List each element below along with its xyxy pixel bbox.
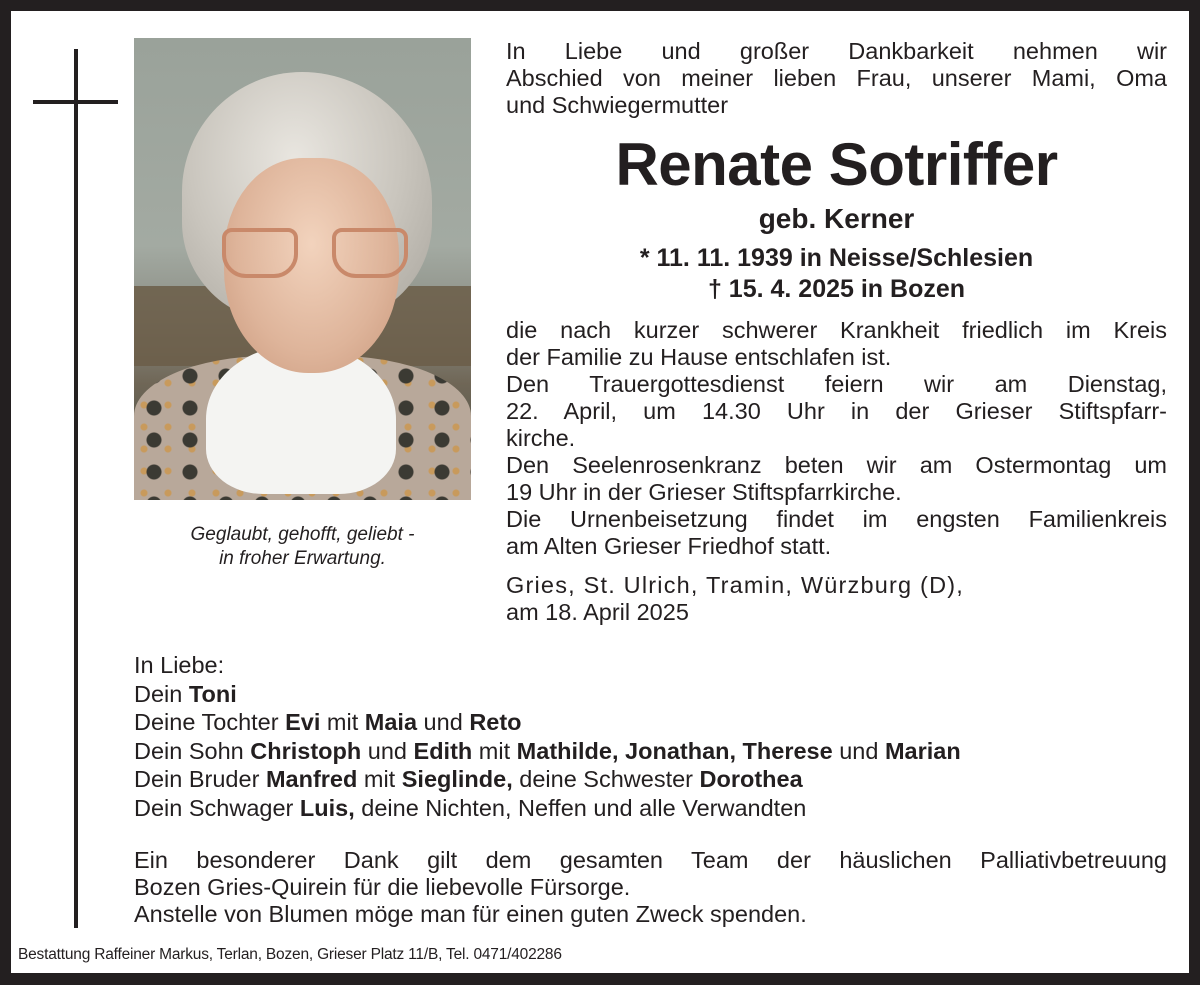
family-relation-text: Dein Schwager <box>134 794 300 821</box>
body-line: Den Seelenrosenkranz beten wir am Ostermontag um <box>506 452 1167 478</box>
death-date: † 15. 4. 2025 in Bozen <box>707 275 966 303</box>
thanks-line: Ein besonderer Dank gilt dem gesamten Team der häuslichen Palliativbetreuung <box>134 847 1167 873</box>
family-relation-text: Dein <box>134 680 189 707</box>
family-list <box>134 651 1184 822</box>
notice-date: am 18. April 2025 <box>506 599 689 625</box>
place-list: Gries, St. Ulrich, Tramin, Würzburg (D), <box>506 572 964 598</box>
family-member-name: Toni <box>188 680 237 707</box>
family-lines <box>134 680 1184 823</box>
quote-line: in froher Erwartung. <box>219 548 386 569</box>
deceased-name: Renate Sotriffer <box>615 131 1058 198</box>
quote-line: Geglaubt, gehofft, geliebt - <box>190 524 415 545</box>
thanks-line: Anstelle von Blumen möge man für einen guten Zweck spenden. <box>134 901 807 927</box>
family-line <box>134 765 1184 794</box>
thanks-text <box>134 847 1167 928</box>
family-relation-text: Dein Sohn <box>134 737 251 764</box>
intro-text <box>506 38 1167 119</box>
portrait-photo <box>134 38 471 500</box>
life-dates <box>506 243 1167 305</box>
family-member-name: Luis, <box>299 794 355 821</box>
cross-vertical-bar <box>74 49 78 928</box>
family-line <box>134 794 1184 823</box>
family-member-name: Edith <box>413 737 473 764</box>
family-member-name: Sieglinde, <box>401 766 513 792</box>
family-line <box>134 680 1184 709</box>
family-heading: In Liebe: <box>134 652 225 678</box>
family-relation-text: deine Nichten, Neffen und alle Verwandten <box>354 794 807 821</box>
body-line: der Familie zu Hause entschlafen ist. <box>506 344 892 370</box>
obituary-page <box>11 11 1189 973</box>
family-member-name: Evi <box>285 709 321 735</box>
family-relation-text: deine Schwester <box>512 766 700 792</box>
intro-line: Abschied von meiner lieben Frau, unserer Mami, Oma <box>506 65 1167 91</box>
family-relation-text: Dein Bruder <box>134 766 266 792</box>
family-line <box>134 708 1184 737</box>
family-member-name: Christoph <box>250 737 362 764</box>
intro-line: In Liebe und großer Dankbarkeit nehmen wir <box>506 38 1167 64</box>
body-line: 22. April, um 14.30 Uhr in der Grieser Stiftspfarr- <box>506 398 1167 424</box>
family-member-name: Maia <box>364 709 418 735</box>
family-member-name: Mathilde, Jonathan, Therese <box>516 737 833 764</box>
photo-caption-quote <box>134 523 471 571</box>
body-line: Die Urnenbeisetzung findet im engsten Familienkreis <box>506 506 1167 532</box>
undertaker-footer: Bestattung Raffeiner Markus, Terlan, Bozen, Grieser Platz 11/B, Tel. 0471/402286 <box>18 946 562 963</box>
body-line: die nach kurzer schwerer Krankheit friedlich im Kreis <box>506 317 1167 343</box>
family-line <box>134 737 1184 766</box>
family-relation-text: mit <box>320 709 365 735</box>
glasses-icon <box>332 228 408 278</box>
cross-horizontal-bar <box>33 100 118 104</box>
body-line: kirche. <box>506 425 576 451</box>
birth-date: * 11. 11. 1939 in Neisse/Schlesien <box>639 244 1034 272</box>
glasses-icon <box>222 228 298 278</box>
family-relation-text: mit <box>357 766 402 792</box>
body-line: am Alten Grieser Friedhof statt. <box>506 533 832 559</box>
announcement-column <box>506 38 1167 626</box>
family-member-name: Marian <box>884 737 961 764</box>
family-member-name: Manfred <box>265 766 358 792</box>
body-line: Den Trauergottesdienst feiern wir am Dienstag, <box>506 371 1167 397</box>
family-relation-text: mit <box>472 737 517 764</box>
announcement-body <box>506 317 1167 560</box>
intro-line: und Schwiegermutter <box>506 92 729 118</box>
family-member-name: Dorothea <box>699 766 803 792</box>
family-relation-text: und <box>832 737 885 764</box>
family-member-name: Reto <box>469 709 522 735</box>
maiden-name: geb. Kerner <box>758 203 915 234</box>
family-relation-text: Deine Tochter <box>134 709 286 735</box>
family-relation-text: und <box>361 737 414 764</box>
body-line: 19 Uhr in der Grieser Stiftspfarrkirche. <box>506 479 902 505</box>
thanks-line: Bozen Gries-Quirein für die liebevolle Fürsorge. <box>134 874 631 900</box>
family-relation-text: und <box>417 709 470 735</box>
